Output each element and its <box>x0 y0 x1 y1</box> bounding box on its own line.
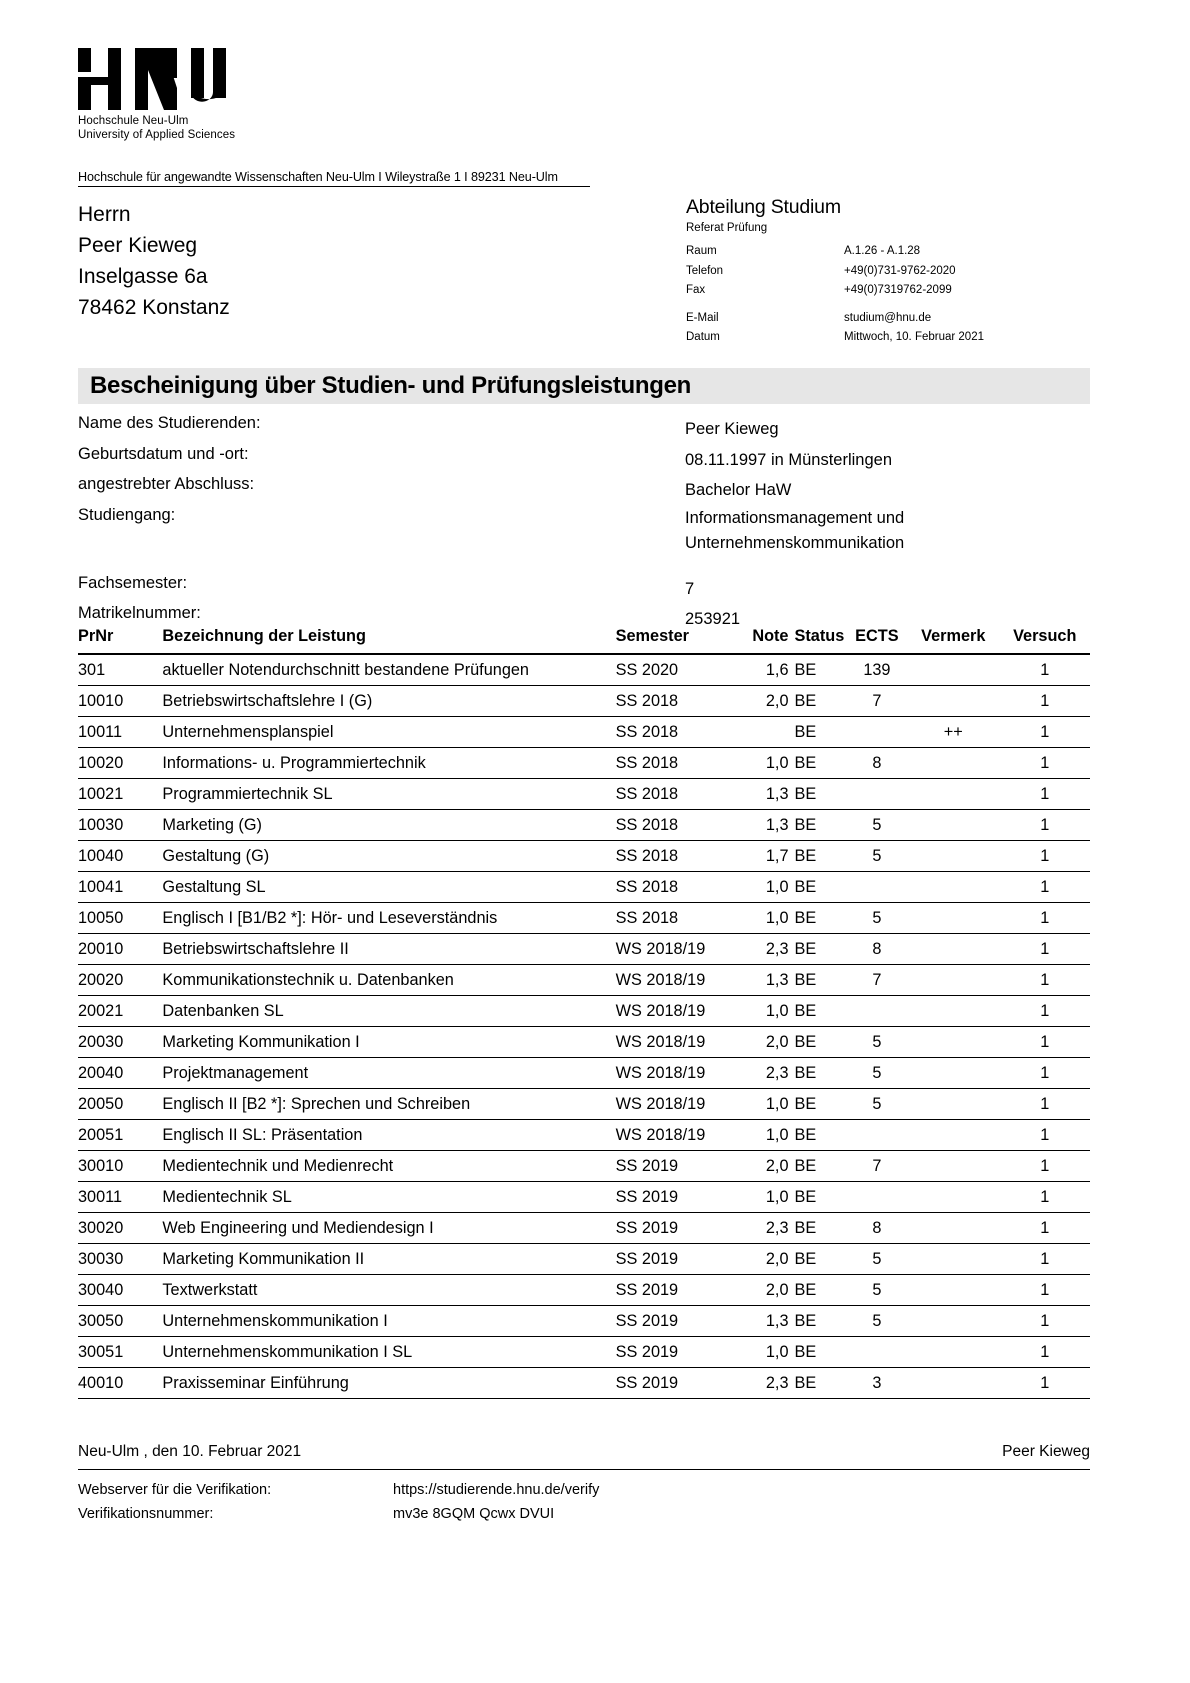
cell-bezeichnung: Textwerkstatt <box>162 1275 615 1306</box>
cell-semester: WS 2018/19 <box>616 1120 736 1151</box>
semester-value: 7 <box>685 579 695 598</box>
cell-vermerk <box>907 1120 999 1151</box>
name-value: Peer Kieweg <box>685 420 779 438</box>
table-row <box>78 810 1090 841</box>
cell-prnr: 40010 <box>78 1368 162 1399</box>
cell-ects <box>847 717 907 748</box>
table-row <box>78 934 1090 965</box>
cell-semester: SS 2018 <box>616 841 736 872</box>
cell-vermerk <box>907 1244 999 1275</box>
cell-prnr: 20040 <box>78 1058 162 1089</box>
cell-status: BE <box>795 903 847 934</box>
cell-semester: SS 2019 <box>616 1368 736 1399</box>
cell-ects: 8 <box>847 748 907 779</box>
cell-semester: SS 2018 <box>616 779 736 810</box>
cell-bezeichnung: Betriebswirtschaftslehre I (G) <box>162 686 615 717</box>
grades-table <box>78 627 1090 1399</box>
cell-bezeichnung: Unternehmenskommunikation I SL <box>162 1337 615 1368</box>
cell-status: BE <box>795 934 847 965</box>
cell-status: BE <box>795 841 847 872</box>
signer-name: Peer Kieweg <box>1002 1443 1090 1460</box>
header-ects: ECTS <box>847 627 907 654</box>
table-row <box>78 1120 1090 1151</box>
cell-status: BE <box>795 779 847 810</box>
cell-note: 1,0 <box>735 996 794 1027</box>
cell-versuch: 1 <box>1000 717 1091 748</box>
cell-status: BE <box>795 1027 847 1058</box>
signature-row <box>78 1443 1090 1470</box>
cell-semester: SS 2018 <box>616 903 736 934</box>
cell-ects: 7 <box>847 1151 907 1182</box>
cell-prnr: 30020 <box>78 1213 162 1244</box>
degree-label: angestrebter Abschluss: <box>78 475 255 493</box>
recipient-street: Inselgasse 6a <box>78 265 208 288</box>
cell-semester: WS 2018/19 <box>616 1089 736 1120</box>
table-row <box>78 686 1090 717</box>
info-row-degree <box>78 475 1090 506</box>
cell-status: BE <box>795 1182 847 1213</box>
verification-value: mv3e 8GQM Qcwx DVUI <box>393 1506 555 1522</box>
table-row <box>78 717 1090 748</box>
verification-label: Verifikationsnummer: <box>78 1506 214 1522</box>
cell-versuch: 1 <box>1000 996 1091 1027</box>
cell-note: 1,0 <box>735 903 794 934</box>
cell-vermerk <box>907 1368 999 1399</box>
cell-note: 1,7 <box>735 841 794 872</box>
cell-versuch: 1 <box>1000 1275 1091 1306</box>
birth-label: Geburtsdatum und -ort: <box>78 444 249 463</box>
recipient-salutation: Herrn <box>78 203 131 226</box>
cell-bezeichnung: Programmiertechnik SL <box>162 779 615 810</box>
cell-ects <box>847 779 907 810</box>
cell-status: BE <box>795 1120 847 1151</box>
cell-vermerk <box>907 748 999 779</box>
email-value: studium@hnu.de <box>844 311 932 324</box>
cell-versuch: 1 <box>1000 810 1091 841</box>
cell-ects: 5 <box>847 841 907 872</box>
cell-ects <box>847 1337 907 1368</box>
header-semester: Semester <box>616 627 736 654</box>
table-row <box>78 748 1090 779</box>
cell-ects: 5 <box>847 1058 907 1089</box>
cell-note: 2,3 <box>735 1058 794 1089</box>
cell-status: BE <box>795 1213 847 1244</box>
cell-note: 2,0 <box>735 1027 794 1058</box>
cell-status: BE <box>795 748 847 779</box>
contact-details <box>686 242 1086 348</box>
cell-versuch: 1 <box>1000 1120 1091 1151</box>
date-label: Datum <box>686 331 720 344</box>
cell-versuch: 1 <box>1000 1368 1091 1399</box>
cell-semester: WS 2018/19 <box>616 965 736 996</box>
cell-versuch: 1 <box>1000 934 1091 965</box>
cell-vermerk <box>907 872 999 903</box>
cell-bezeichnung: Kommunikationstechnik u. Datenbanken <box>162 965 615 996</box>
cell-versuch: 1 <box>1000 748 1091 779</box>
program-value-line2: Unternehmenskommunikation <box>685 533 905 552</box>
cell-note: 1,0 <box>735 872 794 903</box>
cell-bezeichnung: Marketing (G) <box>162 810 615 841</box>
cell-vermerk <box>907 1306 999 1337</box>
cell-status: BE <box>795 1368 847 1399</box>
cell-note: 1,0 <box>735 1337 794 1368</box>
cell-semester: WS 2018/19 <box>616 1058 736 1089</box>
cell-note: 2,3 <box>735 1213 794 1244</box>
cell-ects <box>847 996 907 1027</box>
logo-subtitle-line2: University of Applied Sciences <box>78 128 236 141</box>
cell-vermerk <box>907 654 999 686</box>
recipient-address <box>78 199 230 323</box>
table-row <box>78 1275 1090 1306</box>
cell-semester: WS 2018/19 <box>616 996 736 1027</box>
header-vermerk: Vermerk <box>907 627 999 654</box>
cell-prnr: 10020 <box>78 748 162 779</box>
cell-bezeichnung: Medientechnik SL <box>162 1182 615 1213</box>
cell-semester: SS 2019 <box>616 1151 736 1182</box>
cell-note: 1,0 <box>735 1089 794 1120</box>
date-value: Mittwoch, 10. Februar 2021 <box>844 331 984 344</box>
table-row <box>78 841 1090 872</box>
cell-semester: SS 2019 <box>616 1275 736 1306</box>
cell-versuch: 1 <box>1000 1244 1091 1275</box>
cell-note: 2,0 <box>735 1151 794 1182</box>
contact-row-room <box>686 242 1086 262</box>
table-row <box>78 1151 1090 1182</box>
table-row <box>78 872 1090 903</box>
recipient-city: 78462 Konstanz <box>78 296 230 319</box>
cell-ects: 5 <box>847 1275 907 1306</box>
page-title: Bescheinigung über Studien- und Prüfungsleistungen <box>90 372 692 399</box>
cell-vermerk <box>907 965 999 996</box>
cell-status: BE <box>795 1306 847 1337</box>
cell-bezeichnung: Gestaltung SL <box>162 872 615 903</box>
degree-value: Bachelor HaW <box>685 481 792 499</box>
cell-versuch: 1 <box>1000 1151 1091 1182</box>
cell-versuch: 1 <box>1000 965 1091 996</box>
room-value: A.1.26 - A.1.28 <box>844 245 921 257</box>
cell-prnr: 30040 <box>78 1275 162 1306</box>
contact-row-phone <box>686 262 1086 282</box>
cell-bezeichnung: Unternehmensplanspiel <box>162 717 615 748</box>
cell-note: 1,3 <box>735 965 794 996</box>
info-spacer <box>78 556 1090 574</box>
cell-ects: 5 <box>847 903 907 934</box>
header-versuch: Versuch <box>1000 627 1091 654</box>
cell-vermerk <box>907 1027 999 1058</box>
birth-value: 08.11.1997 in Münsterlingen <box>685 450 893 469</box>
header-bezeichnung: Bezeichnung der Leistung <box>162 627 615 654</box>
cell-bezeichnung: Unternehmenskommunikation I <box>162 1306 615 1337</box>
cell-bezeichnung: Web Engineering und Mediendesign I <box>162 1213 615 1244</box>
cell-prnr: 10050 <box>78 903 162 934</box>
webserver-value[interactable]: https://studierende.hnu.de/verify <box>393 1482 600 1498</box>
table-row <box>78 1368 1090 1399</box>
cell-vermerk <box>907 686 999 717</box>
cell-ects <box>847 1182 907 1213</box>
cell-note: 1,3 <box>735 1306 794 1337</box>
cell-status: BE <box>795 1089 847 1120</box>
cell-bezeichnung: Marketing Kommunikation I <box>162 1027 615 1058</box>
program-label: Studiengang: <box>78 505 176 524</box>
cell-ects: 139 <box>847 654 907 686</box>
contact-department: Abteilung Studium <box>686 196 841 218</box>
cell-bezeichnung: Gestaltung (G) <box>162 841 615 872</box>
cell-status: BE <box>795 872 847 903</box>
fax-label: Fax <box>686 284 706 297</box>
cell-versuch: 1 <box>1000 872 1091 903</box>
cell-vermerk <box>907 841 999 872</box>
student-info-block <box>78 414 1090 635</box>
cell-note: 2,0 <box>735 1244 794 1275</box>
cell-versuch: 1 <box>1000 903 1091 934</box>
contact-row-fax <box>686 281 1086 301</box>
cell-prnr: 20030 <box>78 1027 162 1058</box>
cell-note: 1,3 <box>735 779 794 810</box>
contact-row-date <box>686 328 1086 348</box>
phone-value: +49(0)731-9762-2020 <box>844 264 956 277</box>
cell-semester: WS 2018/19 <box>616 934 736 965</box>
cell-ects <box>847 1120 907 1151</box>
cell-vermerk <box>907 1213 999 1244</box>
cell-versuch: 1 <box>1000 1213 1091 1244</box>
table-row <box>78 1306 1090 1337</box>
cell-bezeichnung: Marketing Kommunikation II <box>162 1244 615 1275</box>
cell-note: 1,0 <box>735 1120 794 1151</box>
hnu-logo <box>78 48 418 142</box>
cell-versuch: 1 <box>1000 1089 1091 1120</box>
cell-ects: 8 <box>847 934 907 965</box>
table-row <box>78 1058 1090 1089</box>
cell-bezeichnung: Praxisseminar Einführung <box>162 1368 615 1399</box>
cell-semester: WS 2018/19 <box>616 1027 736 1058</box>
cell-versuch: 1 <box>1000 1182 1091 1213</box>
cell-prnr: 10021 <box>78 779 162 810</box>
cell-prnr: 30051 <box>78 1337 162 1368</box>
cell-ects <box>847 872 907 903</box>
cell-ects: 8 <box>847 1213 907 1244</box>
header-note: Note <box>735 627 794 654</box>
program-value-line1: Informationsmanagement und <box>685 508 905 527</box>
contact-unit: Referat Prüfung <box>686 222 768 234</box>
document-title-banner <box>78 368 1090 404</box>
cell-prnr: 20021 <box>78 996 162 1027</box>
table-row <box>78 779 1090 810</box>
cell-status: BE <box>795 810 847 841</box>
cell-status: BE <box>795 1058 847 1089</box>
cell-prnr: 10011 <box>78 717 162 748</box>
cell-vermerk <box>907 996 999 1027</box>
cell-versuch: 1 <box>1000 1337 1091 1368</box>
cell-note: 2,3 <box>735 934 794 965</box>
cell-semester: SS 2018 <box>616 686 736 717</box>
cell-note: 1,6 <box>735 654 794 686</box>
cell-versuch: 1 <box>1000 686 1091 717</box>
cell-semester: SS 2019 <box>616 1182 736 1213</box>
contact-block <box>686 196 1086 348</box>
cell-ects: 7 <box>847 686 907 717</box>
cell-bezeichnung: Informations- u. Programmiertechnik <box>162 748 615 779</box>
verification-block <box>78 1478 1090 1526</box>
cell-versuch: 1 <box>1000 841 1091 872</box>
info-row-birth <box>78 445 1090 476</box>
logo-subtitle <box>78 115 418 142</box>
cell-bezeichnung: Englisch II SL: Präsentation <box>162 1120 615 1151</box>
header-prnr: PrNr <box>78 627 162 654</box>
cell-note <box>735 717 794 748</box>
verify-row-webserver <box>78 1478 1090 1502</box>
cell-vermerk <box>907 1089 999 1120</box>
room-label: Raum <box>686 245 717 257</box>
webserver-label: Webserver für die Verifikation: <box>78 1482 272 1498</box>
grades-table-body <box>78 654 1090 1399</box>
cell-vermerk <box>907 934 999 965</box>
cell-note: 1,0 <box>735 748 794 779</box>
cell-ects: 5 <box>847 1089 907 1120</box>
cell-status: BE <box>795 1275 847 1306</box>
verify-row-number <box>78 1502 1090 1526</box>
cell-status: BE <box>795 1151 847 1182</box>
table-header-row <box>78 627 1090 654</box>
cell-semester: SS 2018 <box>616 810 736 841</box>
program-value <box>685 506 1090 556</box>
cell-vermerk <box>907 1058 999 1089</box>
cell-status: BE <box>795 654 847 686</box>
header-status: Status <box>795 627 847 654</box>
cell-status: BE <box>795 965 847 996</box>
cell-vermerk: ++ <box>907 717 999 748</box>
cell-prnr: 30050 <box>78 1306 162 1337</box>
cell-versuch: 1 <box>1000 1058 1091 1089</box>
table-row <box>78 1244 1090 1275</box>
table-row <box>78 1089 1090 1120</box>
cell-bezeichnung: Englisch I [B1/B2 *]: Hör- und Leseverständnis <box>162 903 615 934</box>
cell-status: BE <box>795 1244 847 1275</box>
cell-ects: 5 <box>847 1027 907 1058</box>
info-row-program <box>78 506 1090 556</box>
recipient-name: Peer Kieweg <box>78 234 198 257</box>
table-row <box>78 654 1090 686</box>
cell-vermerk <box>907 1182 999 1213</box>
table-row <box>78 1337 1090 1368</box>
cell-ects: 7 <box>847 965 907 996</box>
cell-semester: SS 2018 <box>616 872 736 903</box>
cell-bezeichnung: Betriebswirtschaftslehre II <box>162 934 615 965</box>
cell-ects: 3 <box>847 1368 907 1399</box>
email-label: E-Mail <box>686 311 719 324</box>
cell-note: 1,0 <box>735 1182 794 1213</box>
cell-bezeichnung: aktueller Notendurchschnitt bestandene Prüfungen <box>162 654 615 686</box>
logo-subtitle-line1: Hochschule Neu-Ulm <box>78 115 189 127</box>
cell-status: BE <box>795 686 847 717</box>
cell-prnr: 10010 <box>78 686 162 717</box>
table-row <box>78 965 1090 996</box>
table-row <box>78 1213 1090 1244</box>
table-row <box>78 903 1090 934</box>
cell-semester: SS 2019 <box>616 1244 736 1275</box>
fax-value: +49(0)7319762-2099 <box>844 284 952 297</box>
hnu-wordmark-icon <box>78 48 226 110</box>
cell-versuch: 1 <box>1000 1306 1091 1337</box>
cell-prnr: 30030 <box>78 1244 162 1275</box>
cell-bezeichnung: Projektmanagement <box>162 1058 615 1089</box>
cell-note: 2,0 <box>735 686 794 717</box>
cell-semester: SS 2018 <box>616 748 736 779</box>
table-row <box>78 1182 1090 1213</box>
cell-ects: 5 <box>847 1244 907 1275</box>
phone-label: Telefon <box>686 264 724 277</box>
cell-vermerk <box>907 810 999 841</box>
table-row <box>78 1027 1090 1058</box>
cell-prnr: 10041 <box>78 872 162 903</box>
cell-vermerk <box>907 1275 999 1306</box>
cell-semester: SS 2018 <box>616 717 736 748</box>
cell-vermerk <box>907 1337 999 1368</box>
contact-row-email <box>686 309 1086 329</box>
cell-note: 2,0 <box>735 1275 794 1306</box>
semester-label: Fachsemester: <box>78 573 188 592</box>
cell-vermerk <box>907 779 999 810</box>
cell-prnr: 20050 <box>78 1089 162 1120</box>
matrikel-value: 253921 <box>685 610 741 628</box>
cell-prnr: 10030 <box>78 810 162 841</box>
cell-note: 1,3 <box>735 810 794 841</box>
table-row <box>78 996 1090 1027</box>
cell-prnr: 30010 <box>78 1151 162 1182</box>
cell-semester: SS 2020 <box>616 654 736 686</box>
cell-ects: 5 <box>847 1306 907 1337</box>
cell-prnr: 20051 <box>78 1120 162 1151</box>
cell-vermerk <box>907 903 999 934</box>
cell-versuch: 1 <box>1000 779 1091 810</box>
cell-prnr: 30011 <box>78 1182 162 1213</box>
info-row-semester <box>78 574 1090 605</box>
matrikel-label: Matrikelnummer: <box>78 604 201 622</box>
cell-vermerk <box>907 1151 999 1182</box>
cell-prnr: 301 <box>78 654 162 686</box>
cell-bezeichnung: Medientechnik und Medienrecht <box>162 1151 615 1182</box>
place-and-date: Neu-Ulm , den 10. Februar 2021 <box>78 1443 302 1460</box>
cell-bezeichnung: Englisch II [B2 *]: Sprechen und Schreiben <box>162 1089 615 1120</box>
cell-status: BE <box>795 1337 847 1368</box>
grades-table-head <box>78 627 1090 654</box>
cell-semester: SS 2019 <box>616 1306 736 1337</box>
cell-prnr: 20020 <box>78 965 162 996</box>
cell-status: BE <box>795 996 847 1027</box>
cell-bezeichnung: Datenbanken SL <box>162 996 615 1027</box>
cell-status: BE <box>795 717 847 748</box>
cell-semester: SS 2019 <box>616 1213 736 1244</box>
cell-versuch: 1 <box>1000 654 1091 686</box>
cell-note: 2,3 <box>735 1368 794 1399</box>
name-label: Name des Studierenden: <box>78 414 261 432</box>
cell-semester: SS 2019 <box>616 1337 736 1368</box>
cell-ects: 5 <box>847 810 907 841</box>
cell-prnr: 10040 <box>78 841 162 872</box>
info-row-name <box>78 414 1090 445</box>
cell-versuch: 1 <box>1000 1027 1091 1058</box>
cell-prnr: 20010 <box>78 934 162 965</box>
sender-address-line: Hochschule für angewandte Wissenschaften Neu-Ulm I Wileystraße 1 I 89231 Neu-Ulm <box>78 170 590 187</box>
